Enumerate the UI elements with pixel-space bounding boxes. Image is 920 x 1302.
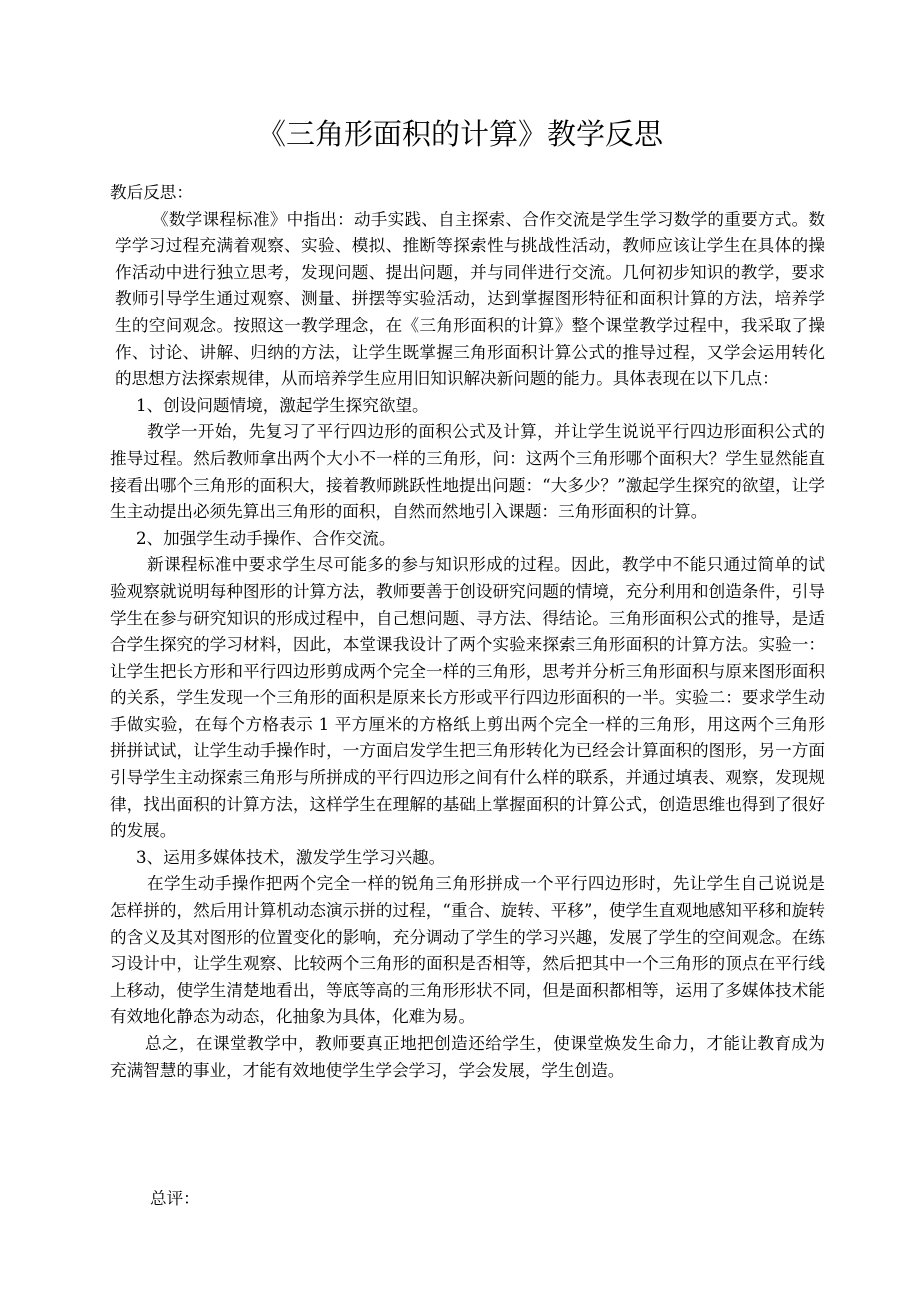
conclusion-paragraph: 总之，在课堂教学中，教师要真正地把创造还给学生，使课堂焕发生命力，才能让教育成为充满智慧的事业，才能有效地使学生学会学习，学会发展，学生创造。 — [110, 1034, 825, 1080]
section-2-heading: 2、加强学生动手操作、合作交流。 — [136, 528, 396, 548]
intro-label: 教后反思： — [110, 183, 193, 202]
section-1-heading: 1、创设问题情境，激起学生探究欲望。 — [136, 395, 429, 415]
document-body — [110, 180, 825, 1084]
section-3-body: 在学生动手操作把两个完全一样的锐角三角形拼成一个平行四边形时，先让学生自己说说是怎样拼的，然后用计算机动态演示拼的过程，“重合、旋转、平移”，使学生直观地感知平移和旋转的含义及其对图形的位置变化的影响，充分调动了学生的学习兴趣，发展了学生的空间观念。在练习设计中，让学生观察、比较两个三角形的面积是否相等，然后把其中一个三角形的顶点在平行线上移动，使学生清楚地看出，等底等高的三角形形状不同，但是面积都相等，运用了多媒体技术能有效地化静态为动态，化抽象为具体，化难为易。 — [110, 874, 825, 1027]
section-2-body: 新课程标准中要求学生尽可能多的参与知识形成的过程。因此，教学中不能只通过简单的试验观察就说明每种图形的计算方法，教师要善于创设研究问题的情境，充分利用和创造条件，引导学生在参与研究知识的形成过程中，自己想问题、寻方法、得结论。三角形面积公式的推导，是适合学生探究的学习材料，因此，本堂课我设计了两个实验来探索三角形面积的计算方法。实验一：让学生把长方形和平行四边形剪成两个完全一样的三角形，思考并分析三角形面积与原来图形面积的关系，学生发现一个三角形的面积是原来长方形或平行四边形面积的一半。实验二：要求学生动手做实验，在每个方格表示 1 平方厘米的方格纸上剪出两个完全一样的三角形，用这两个三角形拼拼试试，让学生动手操作时，一方面启发学生把三角形转化为已经会计算面积的图形，另一方面引导学生主动探索三角形与所拼成的平行四边形之间有什么样的联系，并通过填表、观察，发现规律，找出面积的计算方法，这样学生在理解的基础上掌握面积的计算公式，创造思维也得到了很好的发展。 — [110, 555, 825, 841]
document-title: 《三角形面积的计算》教学反思 — [256, 117, 663, 151]
section-3-heading: 3、运用多媒体技术，激发学生学习兴趣。 — [136, 847, 446, 867]
section-1-body: 教学一开始，先复习了平行四边形的面积公式及计算，并让学生说说平行四边形面积公式的推导过程。然后教师拿出两个大小不一样的三角形，问：这两个三角形哪个面积大？学生显然能直接看出哪个三角形的面积大，接着教师跳跃性地提出问题：“大多少？”激起学生探究的欲望，让学生主动提出必须先算出三角形的面积，自然而然地引入课题：三角形面积的计算。 — [110, 422, 825, 522]
review-label: 总评： — [150, 1189, 200, 1208]
intro-paragraph: 《数学课程标准》中指出：动手实践、自主探索、合作交流是学生学习数学的重要方式。数学学习过程充满着观察、实验、模拟、推断等探索性与挑战性活动，教师应该让学生在具体的操作活动中进行独立思考，发现问题、提出问题，并与同伴进行交流。几何初步知识的教学，要求教师引导学生通过观察、测量、拼摆等实验活动，达到掌握图形特征和面积计算的方法，培养学生的空间观念。按照这一教学理念，在《三角形面积的计算》整个课堂教学过程中，我采取了操作、讨论、讲解、归纳的方法，让学生既掌握三角形面积计算公式的推导过程，又学会运用转化的思想方法探索规律，从而培养学生应用旧知识解决新问题的能力。具体表现在以下几点： — [115, 209, 825, 389]
